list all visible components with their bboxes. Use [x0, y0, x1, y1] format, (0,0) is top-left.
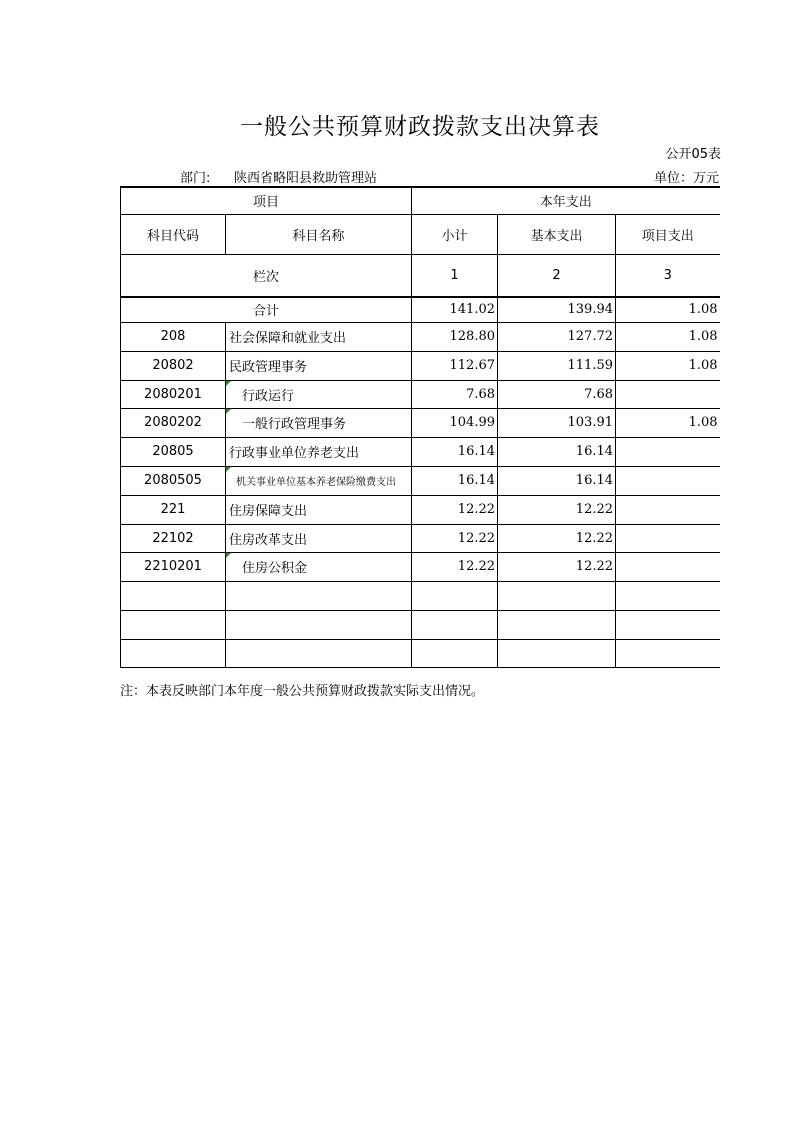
header-code: 科目代码 — [121, 214, 226, 254]
expenditure-table — [120, 186, 720, 668]
total-project: 1.08 — [616, 297, 720, 322]
row-name: 住房保障支出 — [226, 495, 412, 524]
row-project — [616, 552, 720, 581]
empty-row — [121, 610, 720, 639]
row-code: 2080202 — [121, 408, 226, 437]
table-row — [121, 351, 720, 380]
row-basic: 111.59 — [498, 351, 616, 380]
form-number: 公开05表 — [665, 147, 721, 162]
row-label: 栏次 — [121, 254, 412, 297]
row-basic: 12.22 — [498, 524, 616, 552]
row-project — [616, 495, 720, 524]
row-code: 20805 — [121, 437, 226, 466]
row-subtotal: 12.22 — [412, 495, 498, 524]
row-basic: 16.14 — [498, 437, 616, 466]
table-row — [121, 552, 720, 581]
row-project — [616, 524, 720, 552]
header-item: 项目 — [121, 187, 412, 214]
row-subtotal: 16.14 — [412, 437, 498, 466]
row-code: 221 — [121, 495, 226, 524]
footnote: 注：本表反映部门本年度一般公共预算财政拨款实际支出情况。 — [120, 684, 485, 699]
total-label: 合计 — [121, 297, 412, 322]
row-project — [616, 466, 720, 495]
table-row — [121, 322, 720, 351]
row-code: 2080505 — [121, 466, 226, 495]
row-basic: 7.68 — [498, 380, 616, 408]
table-row — [121, 495, 720, 524]
total-basic: 139.94 — [498, 297, 616, 322]
table-row — [121, 408, 720, 437]
row-name: 住房改革支出 — [226, 524, 412, 552]
row-subtotal: 12.22 — [412, 552, 498, 581]
table-row — [121, 524, 720, 552]
row-project — [616, 437, 720, 466]
row-name: 住房公积金 — [226, 552, 412, 581]
table-row — [121, 466, 720, 495]
col-index-3: 3 — [616, 254, 720, 297]
row-code: 20802 — [121, 351, 226, 380]
header-subtotal: 小计 — [412, 214, 498, 254]
row-basic: 127.72 — [498, 322, 616, 351]
empty-row — [121, 581, 720, 610]
header-project: 项目支出 — [616, 214, 720, 254]
row-code: 2210201 — [121, 552, 226, 581]
header-current-year: 本年支出 — [412, 187, 720, 214]
total-subtotal: 141.02 — [412, 297, 498, 322]
row-subtotal: 112.67 — [412, 351, 498, 380]
row-code: 208 — [121, 322, 226, 351]
row-subtotal: 7.68 — [412, 380, 498, 408]
row-subtotal: 128.80 — [412, 322, 498, 351]
header-basic: 基本支出 — [498, 214, 616, 254]
row-project: 1.08 — [616, 322, 720, 351]
row-name: 机关事业单位基本养老保险缴费支出 — [226, 466, 412, 495]
row-project: 1.08 — [616, 408, 720, 437]
row-project: 1.08 — [616, 351, 720, 380]
department-name: 陕西省略阳县救助管理站 — [234, 171, 378, 186]
row-name: 民政管理事务 — [226, 351, 412, 380]
row-subtotal: 12.22 — [412, 524, 498, 552]
row-subtotal: 104.99 — [412, 408, 498, 437]
table-row — [121, 380, 720, 408]
row-code: 22102 — [121, 524, 226, 552]
empty-row — [121, 639, 720, 667]
row-name: 行政事业单位养老支出 — [226, 437, 412, 466]
unit-label: 单位：万元 — [653, 171, 719, 186]
col-index-1: 1 — [412, 254, 498, 297]
page-title: 一般公共预算财政拨款支出决算表 — [240, 114, 600, 140]
col-index-2: 2 — [498, 254, 616, 297]
row-subtotal: 16.14 — [412, 466, 498, 495]
row-name: 一般行政管理事务 — [226, 408, 412, 437]
row-name: 行政运行 — [226, 380, 412, 408]
row-name: 社会保障和就业支出 — [226, 322, 412, 351]
department-label: 部门: — [180, 171, 211, 186]
row-project — [616, 380, 720, 408]
row-basic: 12.22 — [498, 495, 616, 524]
row-basic: 103.91 — [498, 408, 616, 437]
header-name: 科目名称 — [226, 214, 412, 254]
table-row — [121, 437, 720, 466]
row-basic: 12.22 — [498, 552, 616, 581]
row-basic: 16.14 — [498, 466, 616, 495]
row-code: 2080201 — [121, 380, 226, 408]
